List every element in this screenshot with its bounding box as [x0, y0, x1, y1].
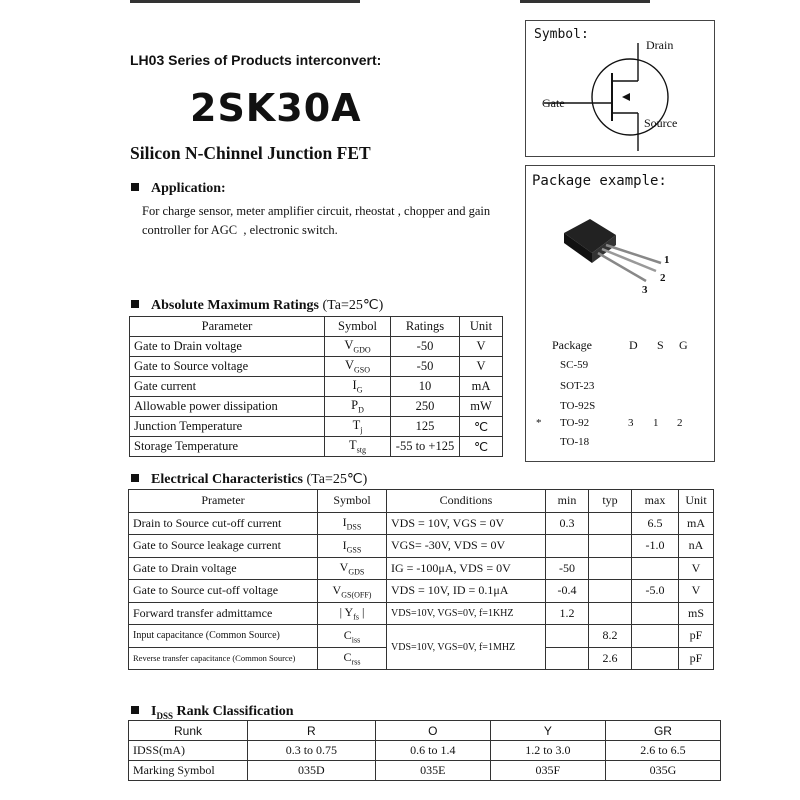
package-title: Package example:: [532, 173, 667, 189]
max-cell: [632, 602, 679, 625]
table-header-row: [129, 490, 714, 513]
package-box: Package example: 1 2 3 Package D S G SC-59 SOT-23 TO-92S * TO-92 3 1 2 TO-18: [525, 165, 715, 462]
row-label: Marking Symbol: [129, 761, 248, 781]
unit-cell: V: [679, 557, 714, 580]
typ-cell: 2.6: [589, 647, 632, 670]
application-heading: Application:: [131, 181, 226, 197]
table-row: [129, 535, 714, 558]
min-cell: [546, 535, 589, 558]
pin-label-1: 1: [664, 254, 670, 266]
col-header: Runk: [129, 721, 248, 741]
table-row: [130, 337, 503, 357]
unit-cell: pF: [679, 647, 714, 670]
col-header: Symbol: [325, 317, 391, 337]
unit-cell: ℃: [460, 417, 503, 437]
rating-cell: 125: [391, 417, 460, 437]
col-header: O: [375, 721, 490, 741]
min-cell: 0.3: [546, 512, 589, 535]
typ-cell: [589, 535, 632, 558]
package-header: Package D S G: [552, 338, 688, 352]
table-row: [130, 417, 503, 437]
unit-cell: mA: [679, 512, 714, 535]
col-header: Unit: [679, 490, 714, 513]
param-cell: Gate to Drain voltage: [129, 557, 318, 580]
unit-cell: mA: [460, 377, 503, 397]
table-header-row: [130, 317, 503, 337]
col-header: Conditions: [387, 490, 546, 513]
symbol-cell: $T_j$: [325, 417, 391, 437]
condition-cell: VDS = 10V, VGS = 0V: [387, 512, 546, 535]
subtitle: Silicon N-Chinnel Junction FET: [130, 143, 371, 163]
table-row: [129, 557, 714, 580]
bullet-square-icon: [131, 474, 139, 482]
rating-cell: 10: [391, 377, 460, 397]
rank-cell: 035G: [605, 761, 720, 781]
min-cell: [546, 647, 589, 670]
col-header: Prameter: [129, 490, 318, 513]
param-cell: Junction Temperature: [130, 417, 325, 437]
symbol-cell: $P_D$: [325, 397, 391, 417]
unit-cell: ℃: [460, 437, 503, 457]
min-cell: [546, 625, 589, 648]
symbol-box: [525, 20, 715, 157]
param-cell: Input capacitance (Common Source): [129, 625, 318, 648]
typ-cell: [589, 580, 632, 603]
rating-cell: -50: [391, 357, 460, 377]
col-header: Y: [490, 721, 605, 741]
rank-cell: 2.6 to 6.5: [605, 741, 720, 761]
top-rule-right: [520, 0, 650, 3]
col-header: max: [632, 490, 679, 513]
rank-cell: 035D: [248, 761, 376, 781]
unit-cell: V: [679, 580, 714, 603]
max-cell: -1.0: [632, 535, 679, 558]
col-header: Unit: [460, 317, 503, 337]
col-header: Symbol: [318, 490, 387, 513]
condition-cell: VDS = 10V, ID = 0.1μA: [387, 580, 546, 603]
condition-cell: VDS=10V, VGS=0V, f=1MHZ: [387, 625, 546, 670]
param-cell: Reverse transfer capacitance (Common Source): [129, 647, 318, 670]
param-cell: Gate to Source cut-off voltage: [129, 580, 318, 603]
param-cell: Storage Temperature: [130, 437, 325, 457]
rank-table: [128, 720, 721, 781]
table-row: [129, 741, 721, 761]
rank-cell: 035F: [490, 761, 605, 781]
abs-max-heading: Absolute Maximum Ratings (Ta=25℃): [131, 297, 383, 314]
rank-cell: 0.3 to 0.75: [248, 741, 376, 761]
rating-cell: 250: [391, 397, 460, 417]
top-rule-left: [130, 0, 360, 3]
table-row: [130, 357, 503, 377]
typ-cell: [589, 557, 632, 580]
part-number: 2SK30A: [190, 86, 362, 130]
table-row: [130, 377, 503, 397]
unit-cell: V: [460, 337, 503, 357]
rank-cell: 1.2 to 3.0: [490, 741, 605, 761]
unit-cell: mW: [460, 397, 503, 417]
param-cell: Gate current: [130, 377, 325, 397]
condition-cell: VGS= -30V, VDS = 0V: [387, 535, 546, 558]
elec-table: [128, 489, 714, 670]
symbol-cell: $I_{GSS}$: [318, 535, 387, 558]
pin-label-3: 3: [642, 284, 648, 296]
col-header: Ratings: [391, 317, 460, 337]
bullet-square-icon: [131, 183, 139, 191]
rank-heading: $I_{DSS}$ Rank Classification: [131, 704, 294, 721]
param-cell: Gate to Source leakage current: [129, 535, 318, 558]
table-row: [129, 761, 721, 781]
condition-cell: IG = -100μA, VDS = 0V: [387, 557, 546, 580]
rating-cell: -55 to +125: [391, 437, 460, 457]
col-header: Parameter: [130, 317, 325, 337]
application-text: For charge sensor, meter amplifier circuit, rheostat , chopper and gain controller for AGC , electronic switch.: [142, 204, 491, 237]
max-cell: [632, 647, 679, 670]
param-cell: Allowable power dissipation: [130, 397, 325, 417]
source-label: Source: [644, 116, 678, 130]
table-row: [129, 512, 714, 535]
param-cell: Forward transfer admittamce: [129, 602, 318, 625]
symbol-cell: $V_{GDO}$: [325, 337, 391, 357]
max-cell: [632, 557, 679, 580]
col-header: min: [546, 490, 589, 513]
unit-cell: nA: [679, 535, 714, 558]
symbol-cell: $T_{stg}$: [325, 437, 391, 457]
symbol-title: Symbol:: [534, 27, 589, 42]
symbol-cell: $I_G$: [325, 377, 391, 397]
rank-cell: 0.6 to 1.4: [375, 741, 490, 761]
symbol-cell: $V_{GSO}$: [325, 357, 391, 377]
max-cell: 6.5: [632, 512, 679, 535]
gate-label: Gate: [542, 96, 565, 110]
elec-heading: Electrical Characteristics (Ta=25℃): [131, 471, 367, 488]
unit-cell: mS: [679, 602, 714, 625]
typ-cell: 8.2: [589, 625, 632, 648]
unit-cell: pF: [679, 625, 714, 648]
to92-package-icon: [556, 211, 676, 301]
table-header-row: [129, 721, 721, 741]
condition-cell: VDS=10V, VGS=0V, f=1KHZ: [387, 602, 546, 625]
param-cell: Gate to Drain voltage: [130, 337, 325, 357]
drain-label: Drain: [646, 38, 674, 52]
min-cell: -0.4: [546, 580, 589, 603]
bullet-square-icon: [131, 706, 139, 714]
typ-cell: [589, 602, 632, 625]
typ-cell: [589, 512, 632, 535]
abs-max-table: [129, 316, 503, 457]
row-label: IDSS(mA): [129, 741, 248, 761]
table-row: [129, 602, 714, 625]
table-row: [130, 437, 503, 457]
symbol-cell: $V_{GDS}$: [318, 557, 387, 580]
symbol-cell: $C_{rss}$: [318, 647, 387, 670]
pin-label-2: 2: [660, 272, 666, 284]
series-line: LH03 Series of Products interconvert:: [130, 52, 382, 68]
col-header: typ: [589, 490, 632, 513]
param-cell: Gate to Source voltage: [130, 357, 325, 377]
bullet-square-icon: [131, 300, 139, 308]
table-row: [129, 625, 714, 648]
jfet-symbol-icon: [526, 21, 714, 156]
rank-cell: 035E: [375, 761, 490, 781]
rating-cell: -50: [391, 337, 460, 357]
param-cell: Drain to Source cut-off current: [129, 512, 318, 535]
max-cell: -5.0: [632, 580, 679, 603]
min-cell: 1.2: [546, 602, 589, 625]
col-header: GR: [605, 721, 720, 741]
unit-cell: V: [460, 357, 503, 377]
table-row: [130, 397, 503, 417]
symbol-cell: $I_{DSS}$: [318, 512, 387, 535]
symbol-cell: | $Y_{fs}$ |: [318, 602, 387, 625]
table-row: [129, 580, 714, 603]
min-cell: -50: [546, 557, 589, 580]
max-cell: [632, 625, 679, 648]
col-header: R: [248, 721, 376, 741]
symbol-cell: $C_{iss}$: [318, 625, 387, 648]
symbol-cell: $V_{GS(OFF)}$: [318, 580, 387, 603]
